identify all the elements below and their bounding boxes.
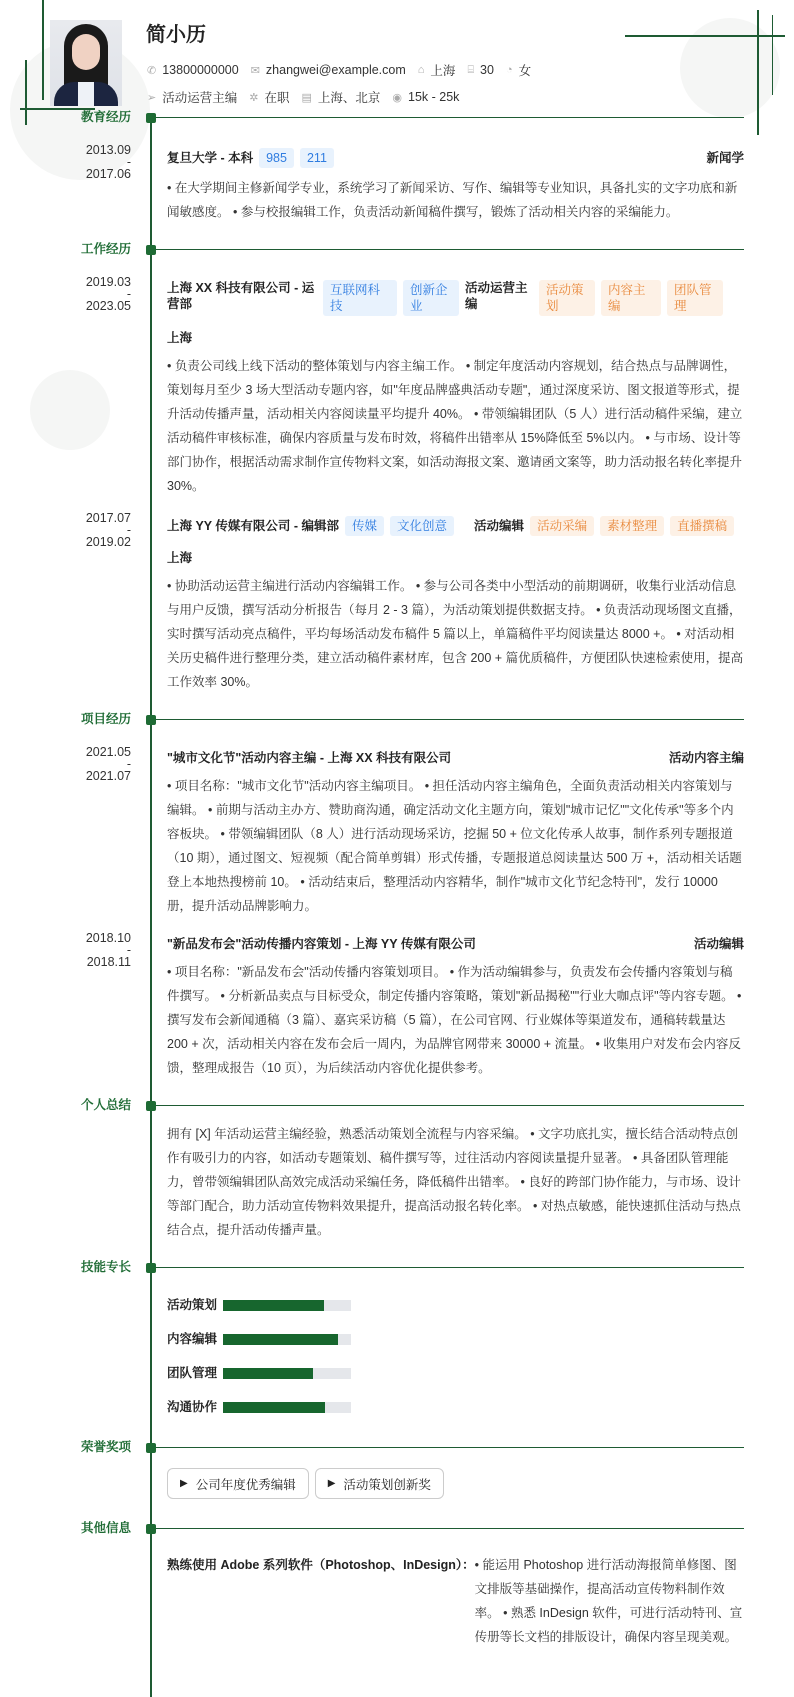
section-title-skills: 技能专长: [80, 1260, 131, 1274]
education-date: 2013.09 - 2017.06: [85, 143, 131, 181]
skill-tag: 素材整理: [600, 516, 664, 536]
skill-item: 活动策划: [167, 1298, 461, 1312]
award-item: ▶ 活动策划创新奖: [315, 1468, 444, 1499]
section-title-education: 教育经历: [80, 110, 131, 124]
project-date: 2018.10 - 2018.11: [85, 931, 131, 969]
job-role: 活动运营主编: [465, 281, 528, 311]
section-divider: [156, 1447, 744, 1448]
send-icon: ➢: [147, 91, 157, 104]
skill-bar-fill: [223, 1334, 338, 1345]
work-city: 上海: [167, 331, 193, 345]
education-item: [85, 143, 744, 224]
industry-tag: 文化创意: [390, 516, 454, 536]
work-item: [85, 275, 744, 498]
gender-icon: ◔: [505, 64, 513, 76]
project-item: [85, 745, 744, 918]
project-title: "新品发布会"活动传播内容策划 - 上海 YY 传媒有限公司: [167, 937, 476, 951]
other-title: 熟练使用 Adobe 系列软件（Photoshop、InDesign）：: [167, 1558, 475, 1572]
section-header: [0, 712, 794, 726]
work-date: 2019.03 - 2023.05: [85, 275, 131, 313]
project-title: "城市文化节"活动内容主编 - 上海 XX 科技有限公司: [167, 751, 452, 765]
project-desc: • 项目名称："城市文化节"活动内容主编项目。 • 担任活动内容主编角色，全面负责活动相关内容策划与编辑。 • 前期与活动主办方、赞助商沟通，确定活动文化主题方向，策划"城市记忆""文化传承"等多个内容板块。 • 带领编辑团队（8 人）进行活动现场采访，挖掘 50 + 位文化传承人故事，制作系列专题报道（10 期），通过图文、短视频（配合简单剪辑）形式传播，专题报道总阅读量达 500 万 +，活动相关话题登上本地热搜榜前 10。 • 活动结束后，整理活动内容精华，制作"城市文化节纪念特刊"，发行 10000 册，提升活动品牌影响力。: [167, 779, 742, 913]
home-icon: ⌂: [417, 64, 425, 76]
industry-tag: 创新企业: [403, 280, 459, 316]
skill-item: 内容编辑: [167, 1332, 461, 1346]
project-item: [85, 931, 744, 1080]
project-desc: • 项目名称："新品发布会"活动传播内容策划项目。 • 作为活动编辑参与，负责发布会传播内容策划与稿件撰写。 • 分析新品卖点与目标受众，制定传播内容策略，策划"新品揭秘""行业大咖点评"等内容专题。 • 撰写发布会新闻通稿（3 篇）、嘉宾采访稿（5 篇），在公司官网、行业媒体等渠道发布，通稿转载量达 200 + 次，活动相关内容在发布会后一周内，为品牌官网带来 30000 + 流量。 • 收集用户对发布会内容反馈，整理成报告（10 页），为后续活动内容优化提供参考。: [167, 965, 742, 1075]
section-project: [0, 712, 794, 1080]
skill-bar-fill: [223, 1402, 325, 1413]
section-dot: [146, 245, 156, 255]
candidate-name: 简小历: [146, 24, 206, 46]
section-title-summary: 个人总结: [80, 1098, 131, 1112]
section-divider: [156, 1267, 744, 1268]
skill-tag: 活动采编: [530, 516, 594, 536]
target-city: 上海、北京: [317, 91, 381, 105]
section-awards: [0, 1440, 794, 1503]
skills-list: [167, 1298, 744, 1414]
skill-bar: [223, 1300, 351, 1311]
company: 上海 YY 传媒有限公司 - 编辑部: [167, 519, 340, 533]
section-header: [0, 110, 794, 124]
education-desc: • 在大学期间主修新闻学专业，系统学习了新闻采访、写作、编辑等专业知识，具备扎实的文字功底和新闻敏感度。 • 参与校报编辑工作，负责活动新闻稿件撰写，锻炼了活动相关内容的采编能力。: [167, 181, 738, 219]
section-dot: [146, 1101, 156, 1111]
other-info: [167, 1553, 744, 1649]
company: 上海 XX 科技有限公司 - 运营部: [167, 281, 315, 311]
building-icon: ▤: [301, 91, 312, 104]
section-title-work: 工作经历: [80, 242, 131, 256]
other-desc: • 能运用 Photoshop 进行活动海报简单修图、图文排版等基础操作，提高活动宣传物料制作效率。 • 熟悉 InDesign 软件，可进行活动特刊、宣传册等长文档的排版设计，确保内容呈现美观。: [474, 1558, 743, 1644]
project-role: 活动编辑: [693, 937, 744, 951]
job-role: 活动编辑: [474, 519, 525, 533]
section-other: [0, 1521, 794, 1649]
section-dot: [146, 1524, 156, 1534]
skill-tag: 团队管理: [667, 280, 723, 316]
project-date: 2021.05 - 2021.07: [85, 745, 131, 783]
gender: 女: [518, 64, 532, 78]
major: 新闻学: [706, 151, 744, 165]
work-city: 上海: [167, 551, 193, 565]
skill-bar: [223, 1402, 351, 1413]
skill-tag: 内容主编: [601, 280, 661, 316]
play-icon: ▶: [180, 1478, 188, 1489]
work-item: [85, 511, 744, 694]
section-divider: [156, 1105, 744, 1106]
status-icon: ✲: [249, 91, 259, 104]
work-desc: • 协助活动运营主编进行活动内容编辑工作。 • 参与公司各类中小型活动的前期调研，收集行业活动信息与用户反馈，撰写活动分析报告（每月 2 - 3 篇），为活动策划提供数据支持。 • 负责活动现场图文直播，实时撰写活动亮点稿件，平均每场活动发布稿件 5 篇以上，单篇稿件平均阅读量达 8000 +。 • 对活动相关历史稿件进行整理分类，建立活动稿件素材库，包含 200 + 篇优质稿件，方便团队快速检索使用，提高工作效率 30%。: [167, 579, 744, 689]
summary: [167, 1122, 744, 1242]
section-header: [0, 1260, 794, 1274]
section-divider: [156, 249, 744, 250]
phone-icon: ✆: [147, 64, 157, 77]
industry-tag: 互联网科技: [323, 280, 397, 316]
school-tag: 211: [300, 148, 334, 168]
section-dot: [146, 1263, 156, 1273]
section-header: [0, 1098, 794, 1112]
skill-bar: [223, 1368, 351, 1379]
skill-tag: 活动策划: [539, 280, 595, 316]
salary-icon: ◉: [392, 91, 402, 104]
work-desc: • 负责公司线上线下活动的整体策划与内容主编工作。 • 制定年度活动内容规划，结合热点与品牌调性，策划每月至少 3 场大型活动专题内容，如"年度品牌盛典活动专题"，通过深度采访、图文报道等形式，提升活动传播声量，活动相关内容阅读量平均提升 40%。 • 带领编辑团队（5 人）进行活动稿件采编，建立活动稿件审核标准，确保内容质量与发布时效，将稿件出错率从 15%降低至 5%以内。 • 与市场、设计等部门协作，根据活动需求制作宣传物料文案，如活动海报文案、邀请函文案等，助力活动报名转化率提升 30%。: [167, 359, 743, 493]
section-dot: [146, 113, 156, 123]
section-divider: [156, 719, 744, 720]
salary: 15k - 25k: [408, 90, 460, 104]
section-title-awards: 荣誉奖项: [80, 1440, 131, 1454]
email: zhangwei@example.com: [265, 63, 406, 77]
section-header: [0, 242, 794, 256]
work-date: 2017.07 - 2019.02: [85, 511, 131, 549]
section-dot: [146, 1443, 156, 1453]
award-item: ▶ 公司年度优秀编辑: [167, 1468, 309, 1499]
section-work: [0, 242, 794, 694]
age: 30: [480, 63, 494, 77]
summary-text: 拥有 [X] 年活动运营主编经验，熟悉活动策划全流程与内容采编。 • 文字功底扎实，擅长结合活动特点创作有吸引力的内容，如活动专题策划、稿件撰写等，过往活动内容阅读量提升显著。 • 具备团队管理能力，曾带领编辑团队高效完成活动采编任务，降低稿件出错率。 • 良好的跨部门协作能力，与市场、设计等部门配合，助力活动宣传物料效果提升，提高活动报名转化率。 • 对热点敏感，能快速抓住活动与热点结合点，提升活动传播声量。: [167, 1127, 741, 1237]
section-header: [0, 1440, 794, 1454]
section-divider: [156, 1528, 744, 1529]
section-summary: [0, 1098, 794, 1242]
industry-tag: 传媒: [345, 516, 384, 536]
mail-icon: ✉: [250, 64, 260, 77]
age-icon: ⌸: [467, 63, 475, 76]
target-role: 活动运营主编: [162, 91, 238, 105]
school: 复旦大学 - 本科: [167, 151, 254, 165]
section-dot: [146, 715, 156, 725]
section-divider: [156, 117, 744, 118]
skill-tag: 直播撰稿: [670, 516, 734, 536]
skill-bar-fill: [223, 1300, 324, 1311]
job-status: 在职: [264, 91, 290, 105]
section-title-project: 项目经历: [80, 712, 131, 726]
skill-item: 团队管理: [167, 1366, 461, 1380]
project-role: 活动内容主编: [668, 751, 744, 765]
awards: [167, 1468, 744, 1503]
school-tag: 985: [259, 148, 294, 168]
play-icon: ▶: [327, 1478, 336, 1489]
phone: 13800000000: [162, 63, 239, 77]
skill-item: 沟通协作: [167, 1400, 461, 1414]
section-skills: [0, 1260, 794, 1414]
section-education: [0, 110, 794, 224]
location: 上海: [430, 64, 456, 78]
section-header: [0, 1521, 794, 1535]
skill-bar-fill: [223, 1368, 313, 1379]
skill-bar: [223, 1334, 351, 1345]
section-title-other: 其他信息: [80, 1521, 131, 1535]
